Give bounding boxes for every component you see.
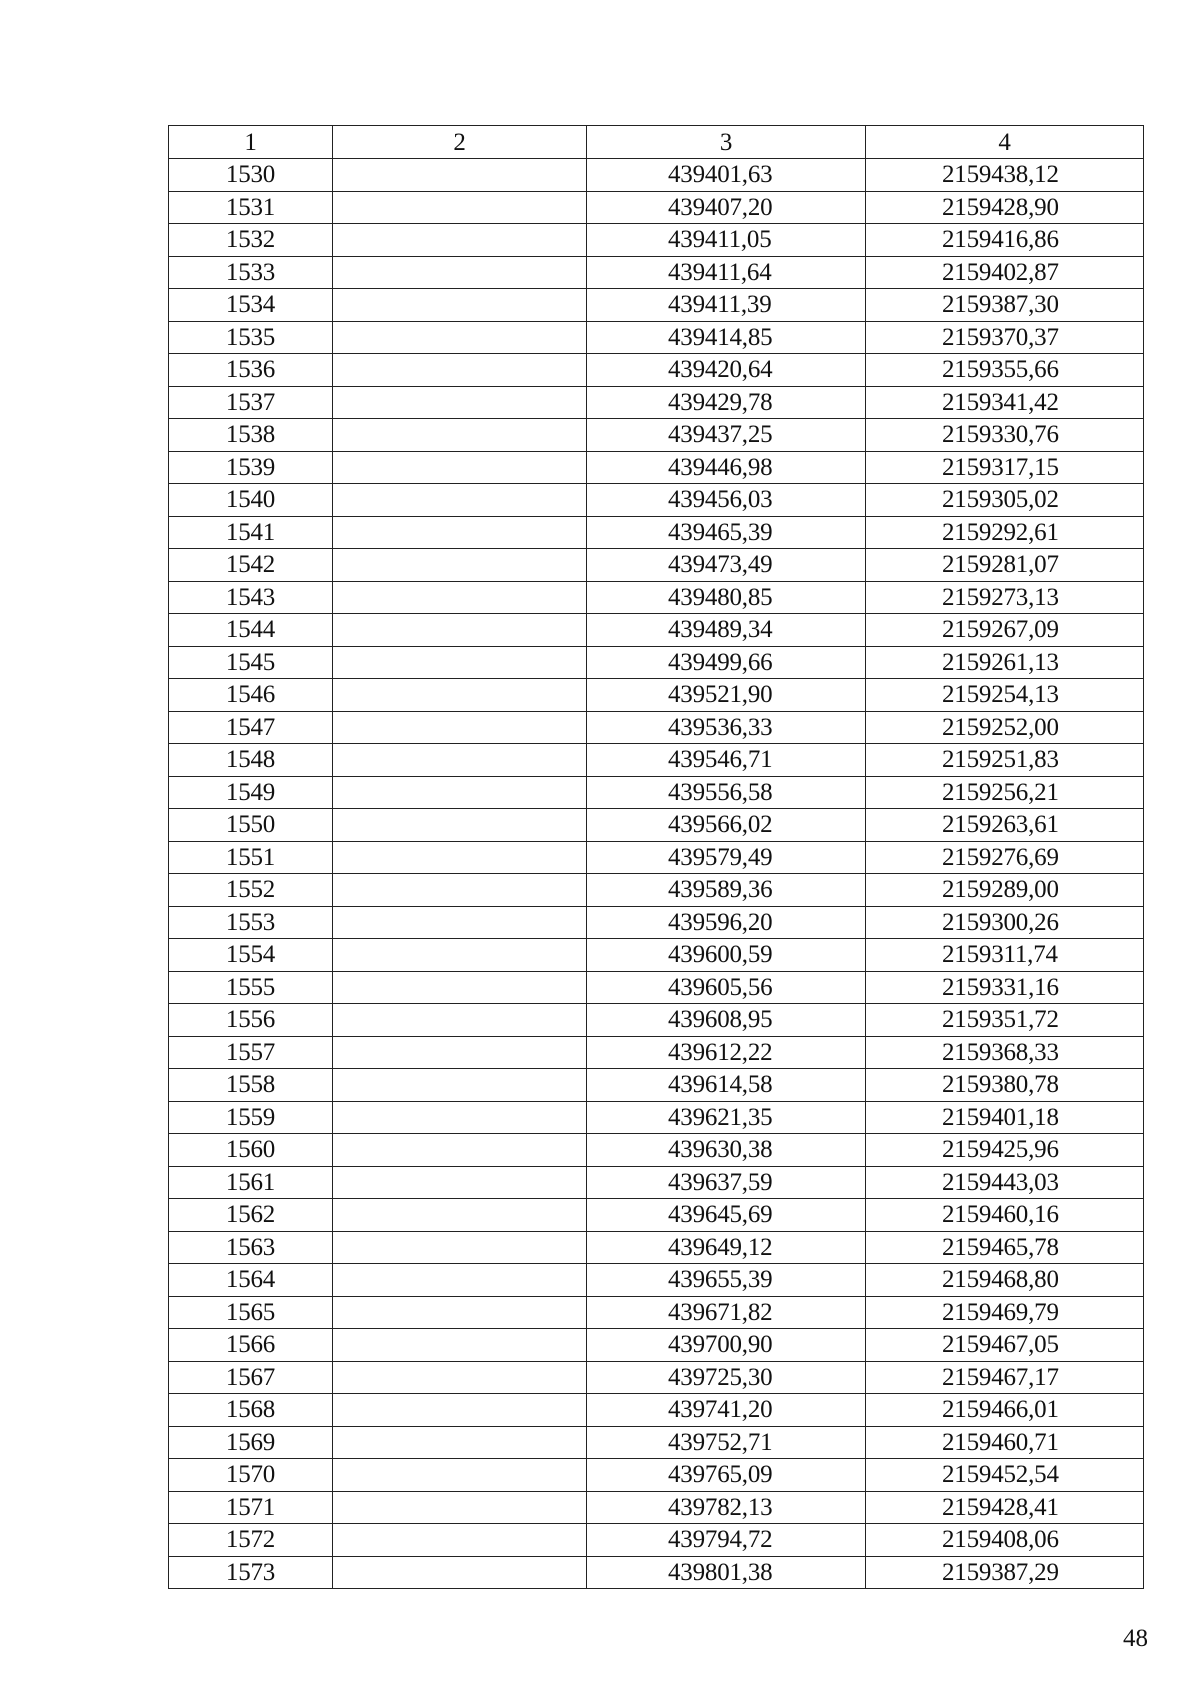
coordinate-y-cell: 2159267,09 <box>866 614 1144 647</box>
empty-cell <box>333 1264 587 1297</box>
empty-cell <box>333 1004 587 1037</box>
table-row <box>169 1101 1144 1134</box>
empty-cell <box>333 159 587 192</box>
header-row <box>169 126 1144 159</box>
point-number-cell: 1547 <box>169 711 333 744</box>
table-body <box>169 159 1144 1589</box>
coordinate-y-cell: 2159368,33 <box>866 1036 1144 1069</box>
point-number-cell: 1558 <box>169 1069 333 1102</box>
empty-cell <box>333 971 587 1004</box>
table-row <box>169 516 1144 549</box>
point-number-cell: 1546 <box>169 679 333 712</box>
coordinate-x-cell: 439608,95 <box>587 1004 866 1037</box>
point-number-cell: 1534 <box>169 289 333 322</box>
point-number-cell: 1560 <box>169 1134 333 1167</box>
point-number-cell: 1572 <box>169 1524 333 1557</box>
empty-cell <box>333 289 587 322</box>
table-row <box>169 809 1144 842</box>
table-row <box>169 1556 1144 1589</box>
empty-cell <box>333 1199 587 1232</box>
empty-cell <box>333 256 587 289</box>
point-number-cell: 1554 <box>169 939 333 972</box>
point-number-cell: 1561 <box>169 1166 333 1199</box>
coordinate-x-cell: 439600,59 <box>587 939 866 972</box>
coordinate-y-cell: 2159330,76 <box>866 419 1144 452</box>
coordinate-x-cell: 439589,36 <box>587 874 866 907</box>
coordinate-x-cell: 439671,82 <box>587 1296 866 1329</box>
point-number-cell: 1545 <box>169 646 333 679</box>
empty-cell <box>333 906 587 939</box>
table-row <box>169 841 1144 874</box>
point-number-cell: 1544 <box>169 614 333 647</box>
point-number-cell: 1539 <box>169 451 333 484</box>
point-number-cell: 1550 <box>169 809 333 842</box>
point-number-cell: 1566 <box>169 1329 333 1362</box>
coordinate-y-cell: 2159281,07 <box>866 549 1144 582</box>
point-number-cell: 1536 <box>169 354 333 387</box>
coordinate-x-cell: 439801,38 <box>587 1556 866 1589</box>
point-number-cell: 1569 <box>169 1426 333 1459</box>
coordinate-x-cell: 439637,59 <box>587 1166 866 1199</box>
empty-cell <box>333 1101 587 1134</box>
empty-cell <box>333 809 587 842</box>
point-number-cell: 1555 <box>169 971 333 1004</box>
empty-cell <box>333 419 587 452</box>
empty-cell <box>333 516 587 549</box>
coordinate-y-cell: 2159380,78 <box>866 1069 1144 1102</box>
coordinate-x-cell: 439655,39 <box>587 1264 866 1297</box>
coordinate-x-cell: 439411,39 <box>587 289 866 322</box>
coordinate-x-cell: 439579,49 <box>587 841 866 874</box>
point-number-cell: 1567 <box>169 1361 333 1394</box>
coordinate-x-cell: 439612,22 <box>587 1036 866 1069</box>
table-row <box>169 386 1144 419</box>
empty-cell <box>333 1556 587 1589</box>
coordinate-y-cell: 2159401,18 <box>866 1101 1144 1134</box>
table-row <box>169 1426 1144 1459</box>
point-number-cell: 1559 <box>169 1101 333 1134</box>
empty-cell <box>333 1329 587 1362</box>
empty-cell <box>333 191 587 224</box>
coordinate-x-cell: 439630,38 <box>587 1134 866 1167</box>
point-number-cell: 1562 <box>169 1199 333 1232</box>
coordinate-y-cell: 2159425,96 <box>866 1134 1144 1167</box>
empty-cell <box>333 1361 587 1394</box>
empty-cell <box>333 451 587 484</box>
table-row <box>169 1296 1144 1329</box>
coordinate-x-cell: 439414,85 <box>587 321 866 354</box>
point-number-cell: 1530 <box>169 159 333 192</box>
table-row <box>169 1134 1144 1167</box>
point-number-cell: 1549 <box>169 776 333 809</box>
coordinate-y-cell: 2159263,61 <box>866 809 1144 842</box>
coordinate-y-cell: 2159428,41 <box>866 1491 1144 1524</box>
table-row <box>169 159 1144 192</box>
empty-cell <box>333 1491 587 1524</box>
coordinate-x-cell: 439536,33 <box>587 711 866 744</box>
table-row <box>169 581 1144 614</box>
coordinate-x-cell: 439614,58 <box>587 1069 866 1102</box>
point-number-cell: 1537 <box>169 386 333 419</box>
point-number-cell: 1553 <box>169 906 333 939</box>
point-number-cell: 1551 <box>169 841 333 874</box>
table-row <box>169 1329 1144 1362</box>
table-row <box>169 711 1144 744</box>
table-row <box>169 1459 1144 1492</box>
empty-cell <box>333 874 587 907</box>
coordinate-x-cell: 439556,58 <box>587 776 866 809</box>
empty-cell <box>333 1036 587 1069</box>
coordinate-y-cell: 2159305,02 <box>866 484 1144 517</box>
empty-cell <box>333 581 587 614</box>
table-row <box>169 1264 1144 1297</box>
table-row <box>169 354 1144 387</box>
empty-cell <box>333 614 587 647</box>
coordinate-x-cell: 439420,64 <box>587 354 866 387</box>
table-row <box>169 1199 1144 1232</box>
table-row <box>169 646 1144 679</box>
table-row <box>169 906 1144 939</box>
empty-cell <box>333 1394 587 1427</box>
coordinate-x-cell: 439456,03 <box>587 484 866 517</box>
table-row <box>169 1524 1144 1557</box>
empty-cell <box>333 354 587 387</box>
coordinate-y-cell: 2159341,42 <box>866 386 1144 419</box>
empty-cell <box>333 711 587 744</box>
coordinate-y-cell: 2159351,72 <box>866 1004 1144 1037</box>
table-row <box>169 256 1144 289</box>
coordinate-y-cell: 2159276,69 <box>866 841 1144 874</box>
empty-cell <box>333 1459 587 1492</box>
table-row <box>169 484 1144 517</box>
coordinate-y-cell: 2159416,86 <box>866 224 1144 257</box>
table-row <box>169 971 1144 1004</box>
coordinate-y-cell: 2159467,05 <box>866 1329 1144 1362</box>
coordinate-y-cell: 2159467,17 <box>866 1361 1144 1394</box>
coordinate-x-cell: 439782,13 <box>587 1491 866 1524</box>
column-header-1: 1 <box>169 126 333 159</box>
point-number-cell: 1533 <box>169 256 333 289</box>
table-row <box>169 614 1144 647</box>
coordinate-x-cell: 439473,49 <box>587 549 866 582</box>
empty-cell <box>333 1524 587 1557</box>
point-number-cell: 1531 <box>169 191 333 224</box>
column-header-3: 3 <box>587 126 866 159</box>
empty-cell <box>333 484 587 517</box>
coordinate-y-cell: 2159254,13 <box>866 679 1144 712</box>
table-row <box>169 1004 1144 1037</box>
column-header-2: 2 <box>333 126 587 159</box>
coordinate-x-cell: 439649,12 <box>587 1231 866 1264</box>
coordinates-table <box>168 125 1144 1589</box>
empty-cell <box>333 776 587 809</box>
coordinate-x-cell: 439741,20 <box>587 1394 866 1427</box>
coordinate-x-cell: 439411,05 <box>587 224 866 257</box>
coordinate-x-cell: 439465,39 <box>587 516 866 549</box>
coordinate-x-cell: 439621,35 <box>587 1101 866 1134</box>
table-row <box>169 1491 1144 1524</box>
table-row <box>169 1231 1144 1264</box>
point-number-cell: 1538 <box>169 419 333 452</box>
coordinate-x-cell: 439700,90 <box>587 1329 866 1362</box>
coordinate-x-cell: 439499,66 <box>587 646 866 679</box>
coordinate-x-cell: 439446,98 <box>587 451 866 484</box>
point-number-cell: 1563 <box>169 1231 333 1264</box>
coordinate-y-cell: 2159273,13 <box>866 581 1144 614</box>
table-row <box>169 1036 1144 1069</box>
coordinate-y-cell: 2159251,83 <box>866 744 1144 777</box>
empty-cell <box>333 1166 587 1199</box>
empty-cell <box>333 744 587 777</box>
point-number-cell: 1571 <box>169 1491 333 1524</box>
coordinate-x-cell: 439596,20 <box>587 906 866 939</box>
table-row <box>169 451 1144 484</box>
table-row <box>169 1069 1144 1102</box>
point-number-cell: 1535 <box>169 321 333 354</box>
point-number-cell: 1542 <box>169 549 333 582</box>
point-number-cell: 1540 <box>169 484 333 517</box>
coordinate-x-cell: 439521,90 <box>587 679 866 712</box>
point-number-cell: 1552 <box>169 874 333 907</box>
table-row <box>169 1394 1144 1427</box>
coordinate-y-cell: 2159468,80 <box>866 1264 1144 1297</box>
coordinate-y-cell: 2159289,00 <box>866 874 1144 907</box>
point-number-cell: 1532 <box>169 224 333 257</box>
coordinate-y-cell: 2159252,00 <box>866 711 1144 744</box>
column-header-4: 4 <box>866 126 1144 159</box>
coordinate-x-cell: 439605,56 <box>587 971 866 1004</box>
point-number-cell: 1568 <box>169 1394 333 1427</box>
table-row <box>169 419 1144 452</box>
coordinate-x-cell: 439546,71 <box>587 744 866 777</box>
coordinate-y-cell: 2159460,16 <box>866 1199 1144 1232</box>
empty-cell <box>333 1296 587 1329</box>
empty-cell <box>333 1426 587 1459</box>
table-row <box>169 1361 1144 1394</box>
coordinate-x-cell: 439725,30 <box>587 1361 866 1394</box>
coordinate-y-cell: 2159355,66 <box>866 354 1144 387</box>
coordinate-y-cell: 2159311,74 <box>866 939 1144 972</box>
table-row <box>169 191 1144 224</box>
coordinate-y-cell: 2159438,12 <box>866 159 1144 192</box>
coordinate-y-cell: 2159465,78 <box>866 1231 1144 1264</box>
coordinate-y-cell: 2159370,37 <box>866 321 1144 354</box>
coordinate-y-cell: 2159469,79 <box>866 1296 1144 1329</box>
table-row <box>169 744 1144 777</box>
table-row <box>169 874 1144 907</box>
table-row <box>169 1166 1144 1199</box>
empty-cell <box>333 841 587 874</box>
empty-cell <box>333 386 587 419</box>
point-number-cell: 1541 <box>169 516 333 549</box>
point-number-cell: 1565 <box>169 1296 333 1329</box>
coordinate-x-cell: 439794,72 <box>587 1524 866 1557</box>
point-number-cell: 1543 <box>169 581 333 614</box>
coordinate-y-cell: 2159292,61 <box>866 516 1144 549</box>
empty-cell <box>333 549 587 582</box>
point-number-cell: 1564 <box>169 1264 333 1297</box>
coordinate-y-cell: 2159428,90 <box>866 191 1144 224</box>
coordinate-y-cell: 2159387,29 <box>866 1556 1144 1589</box>
coordinate-x-cell: 439765,09 <box>587 1459 866 1492</box>
point-number-cell: 1548 <box>169 744 333 777</box>
point-number-cell: 1557 <box>169 1036 333 1069</box>
coordinate-x-cell: 439401,63 <box>587 159 866 192</box>
table-row <box>169 321 1144 354</box>
empty-cell <box>333 646 587 679</box>
coordinate-y-cell: 2159261,13 <box>866 646 1144 679</box>
coordinate-y-cell: 2159331,16 <box>866 971 1144 1004</box>
coordinate-x-cell: 439645,69 <box>587 1199 866 1232</box>
coordinate-x-cell: 439480,85 <box>587 581 866 614</box>
coordinate-y-cell: 2159452,54 <box>866 1459 1144 1492</box>
coordinate-y-cell: 2159300,26 <box>866 906 1144 939</box>
empty-cell <box>333 1231 587 1264</box>
table-row <box>169 679 1144 712</box>
coordinate-y-cell: 2159387,30 <box>866 289 1144 322</box>
coordinate-y-cell: 2159460,71 <box>866 1426 1144 1459</box>
table-row <box>169 939 1144 972</box>
coordinate-y-cell: 2159408,06 <box>866 1524 1144 1557</box>
table-row <box>169 549 1144 582</box>
table-row <box>169 224 1144 257</box>
empty-cell <box>333 224 587 257</box>
coordinate-y-cell: 2159317,15 <box>866 451 1144 484</box>
empty-cell <box>333 1134 587 1167</box>
point-number-cell: 1570 <box>169 1459 333 1492</box>
table-row <box>169 289 1144 322</box>
empty-cell <box>333 679 587 712</box>
table-header <box>169 126 1144 159</box>
empty-cell <box>333 939 587 972</box>
coordinate-y-cell: 2159256,21 <box>866 776 1144 809</box>
page-number: 48 <box>1123 1625 1148 1652</box>
coordinate-x-cell: 439489,34 <box>587 614 866 647</box>
coordinate-x-cell: 439429,78 <box>587 386 866 419</box>
coordinate-x-cell: 439407,20 <box>587 191 866 224</box>
empty-cell <box>333 1069 587 1102</box>
coordinate-x-cell: 439411,64 <box>587 256 866 289</box>
coordinate-y-cell: 2159443,03 <box>866 1166 1144 1199</box>
point-number-cell: 1556 <box>169 1004 333 1037</box>
table-row <box>169 776 1144 809</box>
coordinate-y-cell: 2159466,01 <box>866 1394 1144 1427</box>
coordinate-x-cell: 439566,02 <box>587 809 866 842</box>
point-number-cell: 1573 <box>169 1556 333 1589</box>
empty-cell <box>333 321 587 354</box>
coordinate-x-cell: 439752,71 <box>587 1426 866 1459</box>
coordinate-x-cell: 439437,25 <box>587 419 866 452</box>
coordinate-y-cell: 2159402,87 <box>866 256 1144 289</box>
